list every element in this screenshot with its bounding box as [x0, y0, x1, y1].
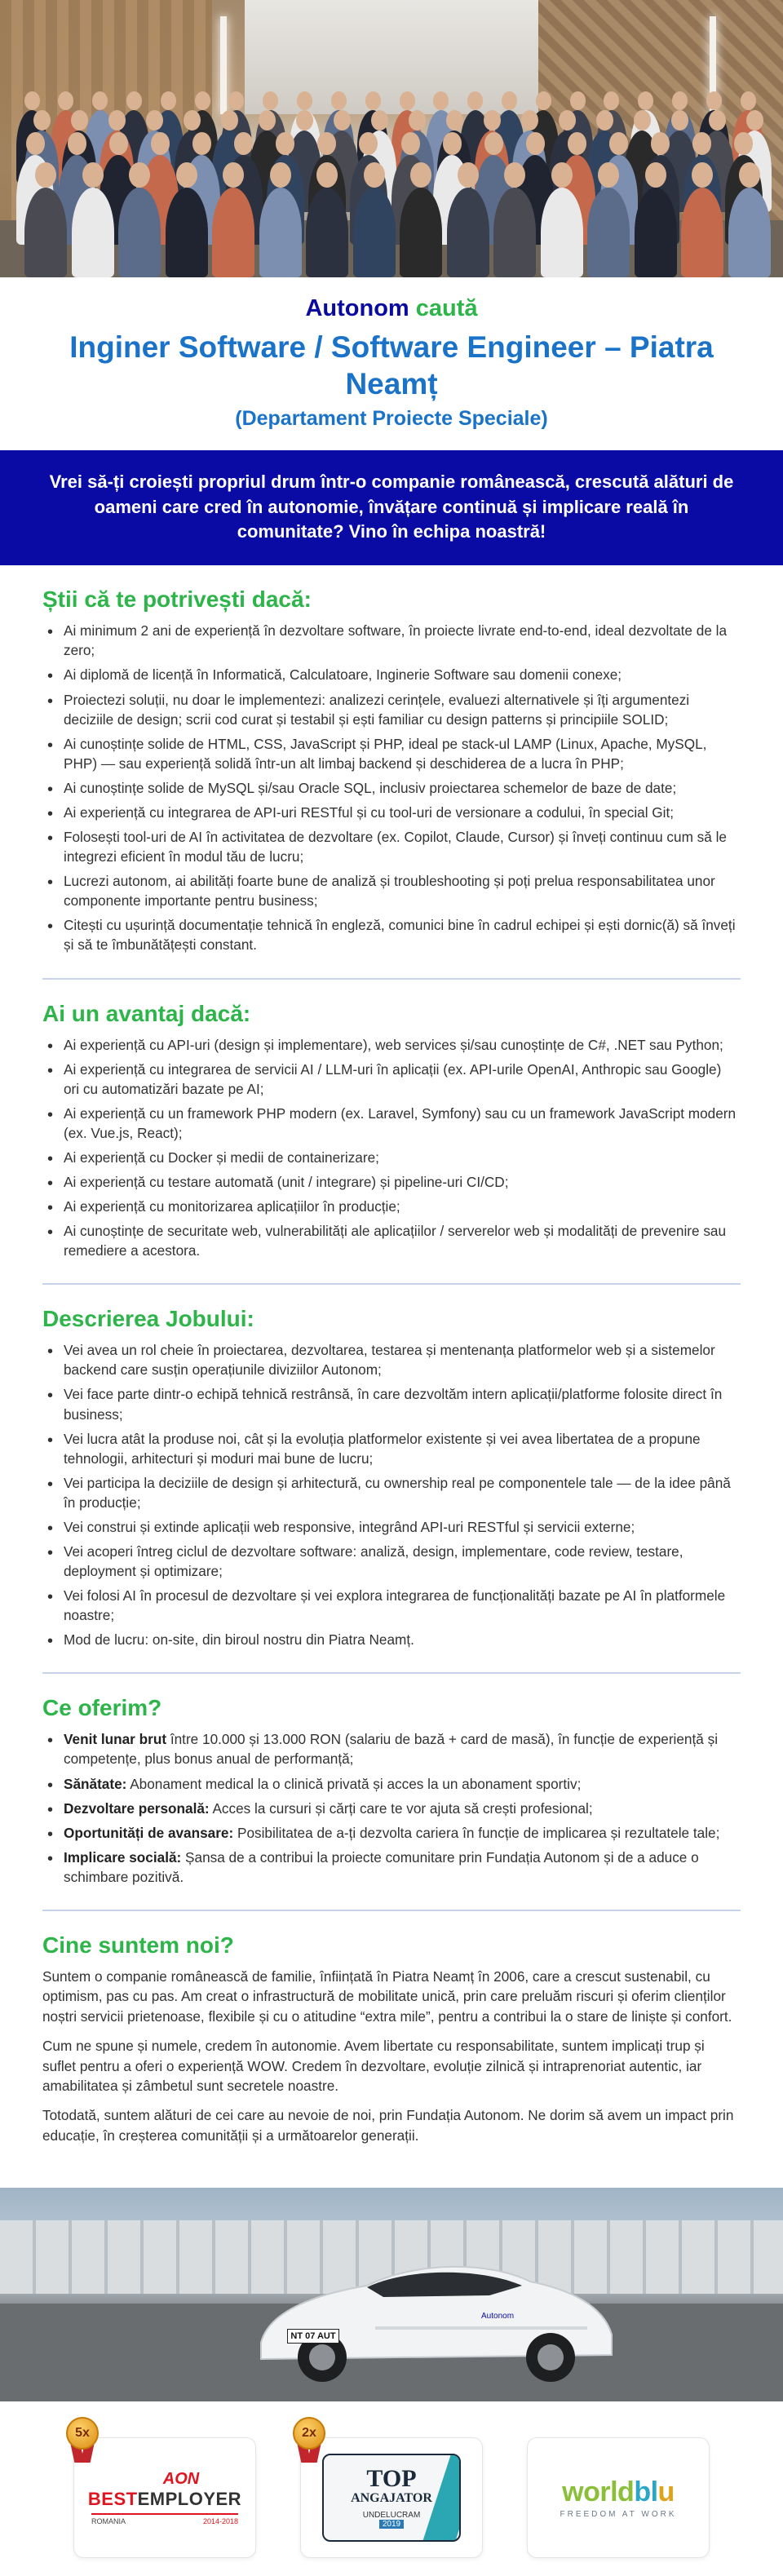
person-head	[270, 162, 291, 188]
worldblu-word: world	[562, 2476, 635, 2508]
person-head	[672, 91, 688, 110]
person-head	[296, 110, 313, 131]
person-head	[297, 91, 312, 110]
car-image	[245, 2245, 620, 2383]
person-head	[504, 162, 525, 188]
person-head	[638, 91, 653, 110]
person-head	[82, 162, 104, 188]
person-head	[259, 110, 276, 131]
person-head	[709, 110, 726, 131]
award-country: ROMANIA	[91, 2517, 126, 2526]
person-silhouette	[24, 188, 67, 277]
person-head	[109, 132, 128, 155]
company-line	[33, 295, 750, 322]
team-photo	[0, 0, 783, 277]
person-head	[316, 162, 338, 188]
person-head	[671, 110, 688, 131]
person-silhouette	[118, 188, 161, 277]
person-head	[596, 110, 613, 131]
person-head	[58, 91, 73, 110]
job-header	[0, 277, 783, 445]
list-item: • Vei avea un rol cheie în proiectarea, dezvoltarea, testarea și mentenanța platformelor web și a sistemelor backend care susțin operațiunile diviziilor Autonom;	[42, 1340, 741, 1379]
offer-text: Șansa de a contribui la proiecte comunitare prin Fundația Autonom și de a aduce o schimbare pozitivă.	[64, 1848, 699, 1885]
department: (Departament Proiecte Speciale)	[235, 407, 548, 431]
person-head	[108, 110, 126, 131]
list-item: • Proiectezi soluții, nu doar le implementezi: analizezi cerințele, evaluezi alternativele și îți argumentezi deciziile de design; scrii cod curat și testabil și ești familiar cu design patterns și principiile SOLID;	[42, 690, 741, 729]
company-name: Autonom	[305, 295, 409, 321]
person-silhouette	[72, 188, 114, 277]
person-head	[692, 162, 713, 188]
person-head	[35, 162, 56, 188]
list-item: • Ai cunoștințe solide de MySQL și/sau Oracle SQL, inclusiv proiectarea schemelor de baze de date;	[42, 778, 741, 798]
person-head	[195, 91, 210, 110]
person-silhouette	[587, 188, 630, 277]
list-item	[42, 1774, 741, 1794]
person-head	[364, 162, 385, 188]
aon-logo: AON	[162, 2470, 200, 2489]
person-head	[536, 91, 551, 110]
list-item: • Vei acoperi întreg ciclul de dezvoltare software: analiză, design, implementare, code review, testare, deployment și optimizare;	[42, 1542, 741, 1581]
award-years: 2014-2018	[202, 2517, 238, 2526]
person-head	[634, 110, 651, 131]
person-silhouette	[681, 188, 723, 277]
description-list	[42, 1340, 741, 1649]
person-head	[433, 91, 449, 110]
offer-text: Posibilitatea de a-ți dezvolta cariera în funcție de implicarea și rezultatele tale;	[233, 1824, 720, 1841]
person-head	[410, 162, 431, 188]
list-item: • Vei folosi AI în procesul de dezvoltare și vei explora integrarea de funcționalități bazate pe AI în platformele noastre;	[42, 1586, 741, 1625]
person-head	[221, 110, 238, 131]
worldblu-logo	[562, 2476, 675, 2508]
requirements-heading: Știi că te potrivești dacă:	[42, 586, 312, 613]
person-head	[484, 110, 501, 131]
person-head	[234, 132, 253, 155]
car-photo	[0, 2188, 783, 2401]
person-head	[401, 132, 420, 155]
person-head	[371, 110, 388, 131]
aon-best-employer-award	[73, 2426, 256, 2558]
person-head	[651, 132, 670, 155]
worldblu-award	[527, 2437, 710, 2558]
intro-banner: Vrei să-ți croiești propriul drum într-o companie românească, crescută alături de oameni care cred în autonomie, învățare continuă și implicare reală în comunitate? Vino în echipa noastră!	[0, 450, 783, 565]
list-item	[42, 1729, 741, 1768]
person-head	[484, 132, 503, 155]
person-head	[24, 91, 40, 110]
list-item: • Ai experiență cu monitorizarea aplicațiilor în producție;	[42, 1197, 741, 1216]
list-item: • Vei face parte dintr-o echipă tehnică restrânsă, în care dezvoltăm intern aplicații/platforme folosite direct în business;	[42, 1384, 741, 1423]
person-head	[559, 110, 576, 131]
top-angajator-award	[300, 2426, 483, 2558]
person-head	[146, 110, 163, 131]
person-silhouette	[493, 188, 536, 277]
offer-label: Venit lunar brut	[64, 1731, 167, 1748]
person-head	[151, 132, 170, 155]
person-head	[26, 132, 45, 155]
person-head	[365, 91, 381, 110]
list-item: • Vei construi și extinde aplicații web responsive, integrând API-uri RESTful și servicii externe;	[42, 1517, 741, 1537]
top-text: TOP	[366, 2465, 417, 2493]
license-plate: NT 07 AUT	[287, 2329, 339, 2344]
list-item: • Vei participa la deciziile de design și arhitectură, cu ownership real pe componentele tale — de la idee până în producție;	[42, 1473, 741, 1512]
person-head	[161, 91, 176, 110]
list-item: • Lucrezi autonom, ai abilități foarte bune de analiză și troubleshooting și poți prelua responsabilitatea unor componente importante pentru business;	[42, 871, 741, 910]
person-head	[739, 162, 760, 188]
advantages-heading: Ai un avantaj dacă:	[42, 1000, 251, 1026]
person-head	[598, 162, 619, 188]
requirements-section	[42, 565, 741, 979]
medal-icon	[63, 2417, 102, 2463]
offer-label: Implicare socială:	[64, 1848, 182, 1866]
person-silhouette	[400, 188, 442, 277]
offer-label: Sănătate:	[64, 1775, 127, 1792]
angajator-text: ANGAJATOR	[351, 2491, 432, 2506]
person-head	[446, 110, 463, 131]
list-item	[42, 1823, 741, 1843]
person-head	[551, 162, 573, 188]
about-paragraph: Cum ne spune și numele, credem în autonomie. Avem libertate cu responsabilitate, suntem implicați trup și suflet pentru a oferi o experiență WOW. Credem în dezvoltare, evoluție zilnică și intraprenoriat autentic, iar amabilitatea și zâmbetul sunt secretele noastre.	[42, 2038, 705, 2095]
person-head	[263, 91, 278, 110]
list-item: • Ai experiență cu integrarea de servicii AI / LLM-uri în aplicații (ex. API-urile OpenAI, Anthropic sau Google) ori cu automatizări bazate pe AI;	[42, 1060, 741, 1099]
list-item	[42, 1799, 741, 1818]
person-head	[331, 91, 347, 110]
offer-text: între 10.000 și 13.000 RON (salariu de bază + card de masă), în funcție de experiență și competențe, plus bonus anual de performanță;	[64, 1731, 719, 1768]
person-head	[568, 132, 586, 155]
best-text: BEST	[87, 2489, 138, 2510]
company-verb: caută	[415, 295, 478, 321]
person-head	[184, 110, 201, 131]
offer-text: Abonament medical la o clinică privată și acces la un abonament sportiv;	[126, 1775, 582, 1792]
advantages-list	[42, 1035, 741, 1261]
person-head	[521, 110, 538, 131]
list-item: • Ai experiență cu testare automată (unit / integrare) și pipeline-uri CI/CD;	[42, 1172, 741, 1192]
person-head	[570, 91, 586, 110]
best-employer-title	[88, 2489, 241, 2510]
offer-label: Dezvoltare personală:	[64, 1799, 210, 1817]
about-heading: Cine suntem noi?	[42, 1932, 234, 1958]
list-item: • Ai experiență cu un framework PHP modern (ex. Laravel, Symfony) sau cu un framework JavaScript modern (ex. Vue.js, React);	[42, 1104, 741, 1143]
person-head	[502, 91, 517, 110]
person-head	[334, 110, 351, 131]
person-silhouette	[259, 188, 302, 277]
offer-list	[42, 1729, 741, 1887]
description-section	[42, 1285, 741, 1674]
list-item: • Ai experiență cu Docker și medii de containerizare;	[42, 1148, 741, 1167]
award-year: 2019	[379, 2520, 404, 2529]
person-head	[33, 110, 51, 131]
person-head	[400, 91, 415, 110]
offer-label: Oportunități de avansare:	[64, 1824, 234, 1841]
person-head	[223, 162, 244, 188]
list-item: • Ai experiență cu integrarea de API-uri RESTful și cu tool-uri de versionare a codului, în special Git;	[42, 803, 741, 822]
worldblu-word: bl	[634, 2476, 658, 2508]
person-head	[192, 132, 211, 155]
list-item: • Folosești tool-uri de AI în activitatea de dezvoltare (ex. Copilot, Claude, Cursor) și înveți continuu cum să le integrezi eficient în modul tău de lucru;	[42, 827, 741, 866]
list-item: • Ai minimum 2 ani de experiență în dezvoltare software, în proiecte livrate end-to-end, ideal dezvoltate de la zero;	[42, 621, 741, 660]
svg-text:Autonom: Autonom	[481, 2312, 515, 2321]
awards-row	[0, 2401, 783, 2576]
team-group	[0, 65, 783, 277]
top-angajator-logo	[322, 2454, 461, 2542]
person-silhouette	[166, 188, 208, 277]
person-head	[129, 162, 150, 188]
list-item: • Ai cunoștințe de securitate web, vulnerabilități ale aplicațiilor / serverelor web și modalități de prevenire sau remediere a acestora.	[42, 1221, 741, 1260]
offer-heading: Ce oferim?	[42, 1695, 162, 1721]
person-silhouette	[635, 188, 677, 277]
person-silhouette	[728, 188, 771, 277]
list-item: • Vei lucra atât la produse noi, cât și la evoluția platformelor existente și vei avea libertatea de a propune tehnologii, arhitecturi și moduri mai bune de lucru;	[42, 1429, 741, 1468]
person-head	[409, 110, 426, 131]
worldblu-word: u	[657, 2476, 675, 2508]
medal-count: 2x	[293, 2417, 325, 2450]
person-head	[604, 91, 619, 110]
person-silhouette	[353, 188, 396, 277]
award-footer	[91, 2513, 238, 2525]
about-paragraph: Suntem o companie românească de familie, înființată în Piatra Neamț în 2006, care a crescut sustenabil, cu optimism, pas cu pas. Am creat o infrastructură de mobilitate unică, prin care preluăm riscuri și oferim clienților noștri servicii prietenoase, flexibile și cu o atitudine “extra mile”, pentru a contribui la o stare de liniște și confort.	[42, 1967, 732, 2025]
person-silhouette	[447, 188, 489, 277]
requirements-list	[42, 621, 741, 954]
about-section	[42, 1911, 741, 2173]
list-item	[42, 1848, 741, 1887]
medal-count: 5x	[66, 2417, 99, 2450]
list-item: • Mod de lucru: on-site, din biroul nostru din Piatra Neamț.	[42, 1630, 741, 1649]
person-silhouette	[541, 188, 583, 277]
offer-section	[42, 1674, 741, 1911]
description-heading: Descrierea Jobului:	[42, 1306, 254, 1332]
person-head	[746, 110, 763, 131]
person-head	[458, 162, 479, 188]
list-item: • Ai experiență cu API-uri (design și implementare), web services și/sau cunoștințe de C#, .NET sau Python;	[42, 1035, 741, 1055]
person-head	[71, 110, 88, 131]
offer-text: Acces la cursuri și cărți care te vor ajuta să crești profesional;	[209, 1799, 593, 1817]
person-silhouette	[306, 188, 348, 277]
person-head	[228, 91, 244, 110]
about-paragraph: Totodată, suntem alături de cei care au nevoie de noi, prin Fundația Autonom. Ne dorim să avem un impact prin educație, în creșterea comunității și a următoarelor generații.	[42, 2107, 734, 2144]
person-head	[706, 91, 722, 110]
award-source: UNDELUCRAM	[362, 2511, 421, 2521]
person-head	[276, 132, 294, 155]
person-head	[741, 91, 756, 110]
job-content	[0, 565, 783, 2173]
person-head	[68, 132, 86, 155]
person-head	[526, 132, 545, 155]
worldblu-tagline: FREEDOM AT WORK	[560, 2510, 677, 2520]
list-item: • Ai diplomă de licență în Informatică, Calculatoare, Inginerie Software sau domenii conexe;	[42, 665, 741, 684]
person-head	[176, 162, 197, 188]
list-item: • Citești cu ușurință documentație tehnică în engleză, comunici bine în cadrul echipei și ești dornic(ă) să înveți și să te îmbunătățești constant.	[42, 915, 741, 954]
medal-icon	[290, 2417, 329, 2463]
person-head	[126, 91, 142, 110]
person-head	[609, 132, 628, 155]
advantages-section	[42, 980, 741, 1286]
person-head	[645, 162, 666, 188]
person-silhouette	[212, 188, 254, 277]
list-item: • Ai cunoștințe solide de HTML, CSS, JavaScript și PHP, ideal pe stack-ul LAMP (Linux, Apache, MySQL, PHP) — sau experiență solidă într-un alt limbaj backend și deschiderea de a lucra în PHP;	[42, 734, 741, 773]
person-head	[443, 132, 462, 155]
employer-text: EMPLOYER	[137, 2489, 242, 2510]
job-title: Inginer Software / Software Engineer – Piatra Neamț	[69, 330, 714, 401]
person-head	[92, 91, 108, 110]
person-head	[467, 91, 483, 110]
